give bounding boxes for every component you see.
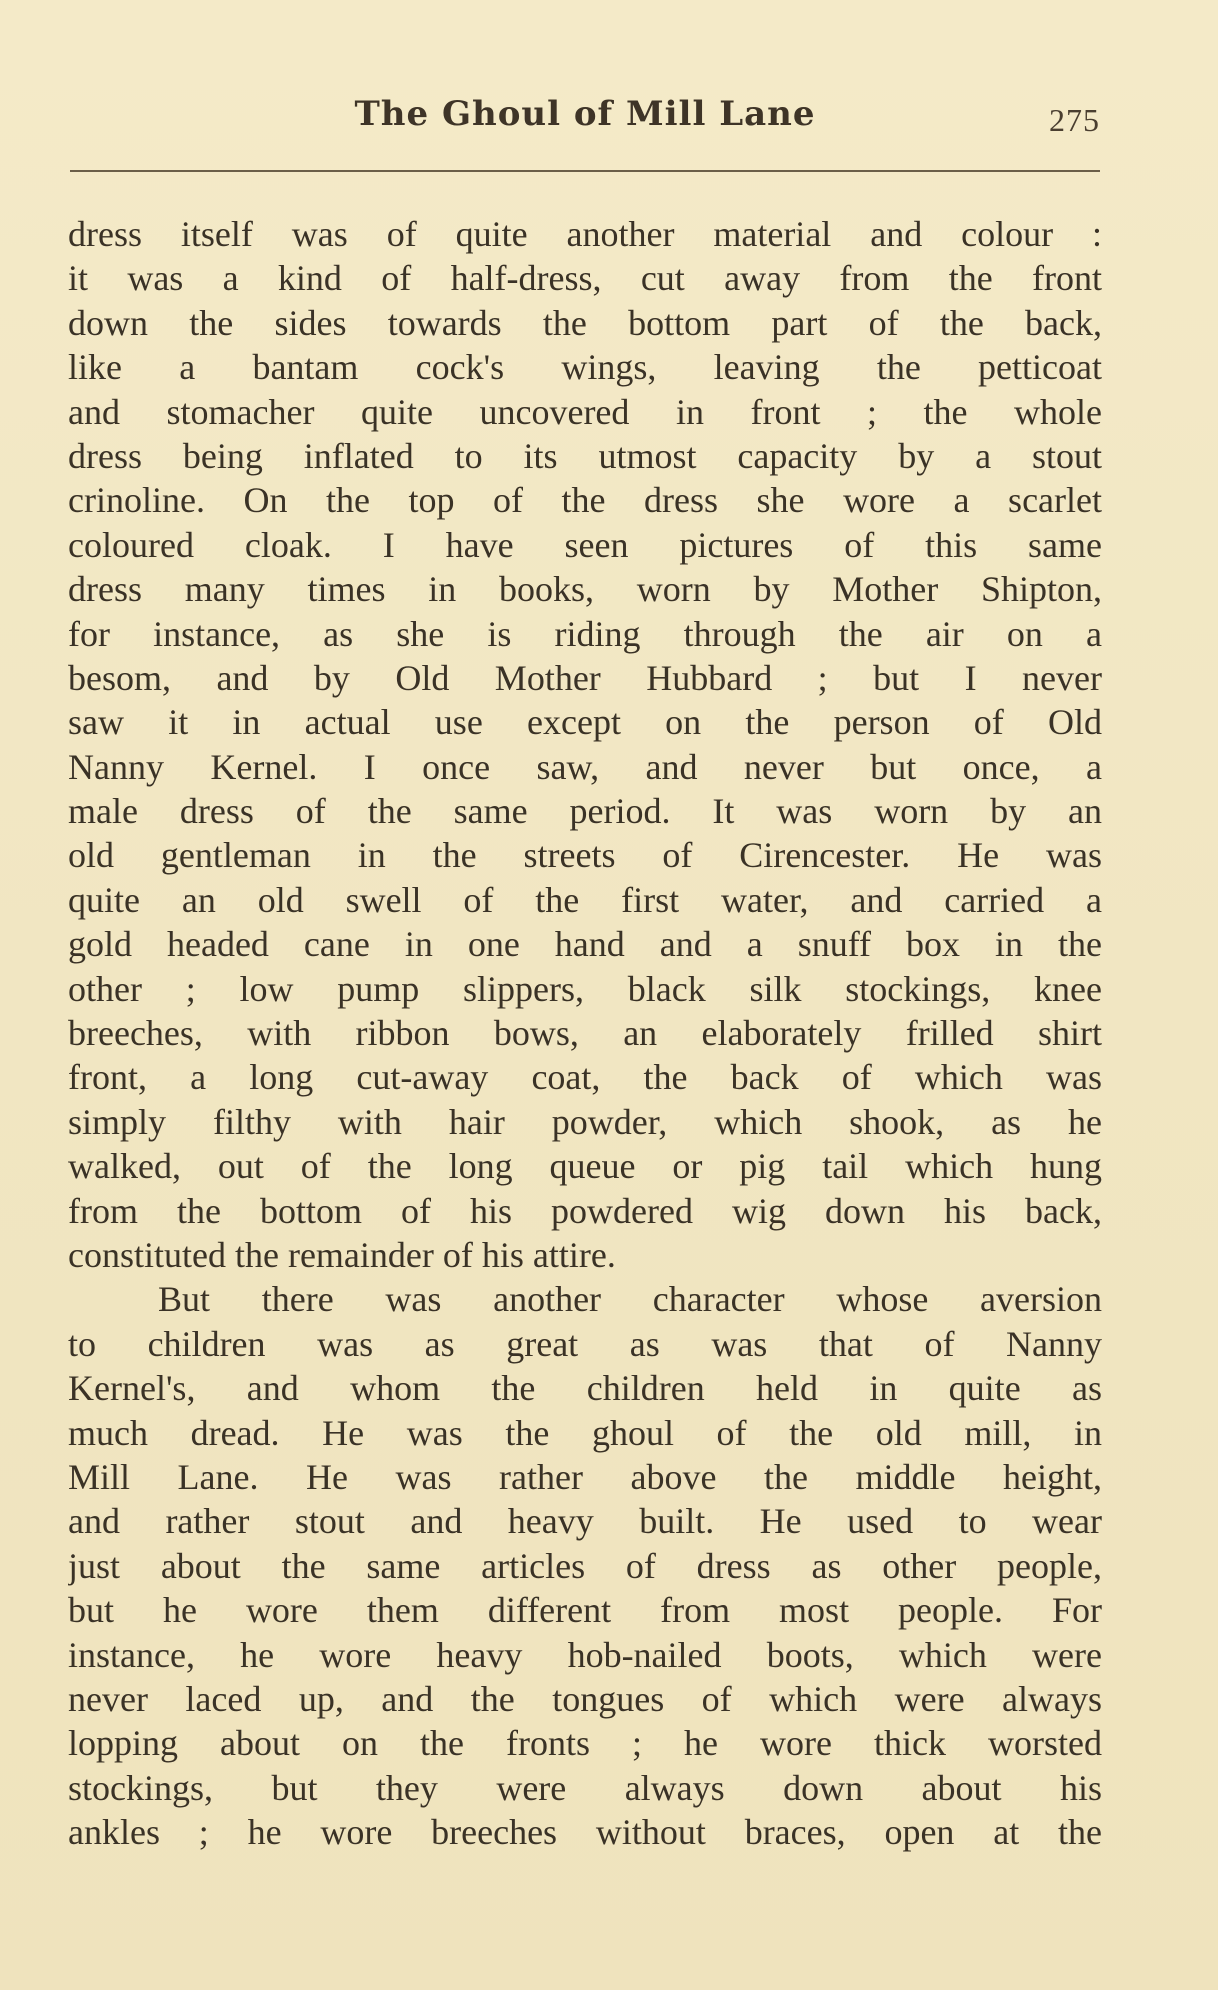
text-line: besom, and by Old Mother Hubbard ; but I never — [68, 657, 1102, 698]
text-line: crinoline. On the top of the dress she wore a scarlet — [68, 480, 1102, 521]
text-line: down the sides towards the bottom part of the back, — [68, 302, 1102, 343]
text-line: saw it in actual use except on the person of Old — [68, 702, 1102, 743]
text-line: much dread. He was the ghoul of the old mill, in — [68, 1412, 1102, 1453]
running-title: The Ghoul of Mill Lane — [354, 94, 816, 134]
text-line: dress itself was of quite another material and colour : — [68, 214, 1102, 254]
page-number: 275 — [1049, 102, 1100, 138]
text-line: never laced up, and the tongues of which were always — [68, 1678, 1102, 1719]
text-line: other ; low pump slippers, black silk stockings, knee — [68, 968, 1102, 1009]
text-line: breeches, with ribbon bows, an elaborately frilled shirt — [68, 1013, 1102, 1054]
text-line: but he wore them different from most people. For — [68, 1590, 1102, 1631]
text-line: front, a long cut-away coat, the back of which was — [68, 1057, 1102, 1098]
text-line: walked, out of the long queue or pig tail which hung — [68, 1146, 1102, 1187]
text-line: quite an old swell of the first water, and carried a — [68, 879, 1102, 920]
text-line: it was a kind of half-dress, cut away from the front — [68, 258, 1102, 299]
text-line: stockings, but they were always down about his — [68, 1767, 1102, 1808]
text-line: dress many times in books, worn by Mother Shipton, — [68, 569, 1102, 610]
text-line: Kernel's, and whom the children held in quite as — [68, 1368, 1102, 1409]
text-line: Mill Lane. He was rather above the middle height, — [68, 1456, 1102, 1497]
paragraph-start-line: But there was another character whose aversion — [158, 1279, 1102, 1320]
page-header — [70, 94, 1100, 144]
text-line: dress being inflated to its utmost capacity by a stout — [68, 435, 1102, 476]
body-text — [68, 212, 1102, 1854]
text-line: like a bantam cock's wings, leaving the petticoat — [68, 347, 1102, 388]
text-line: Nanny Kernel. I once saw, and never but once, a — [68, 746, 1102, 787]
text-line: and rather stout and heavy built. He used to wear — [68, 1501, 1102, 1542]
text-line: male dress of the same period. It was worn by an — [68, 791, 1102, 832]
text-line: gold headed cane in one hand and a snuff box in the — [68, 924, 1102, 965]
text-line: just about the same articles of dress as other people, — [68, 1545, 1102, 1586]
text-line: ankles ; he wore breeches without braces, open at the — [68, 1812, 1102, 1853]
text-line: and stomacher quite uncovered in front ; the whole — [68, 391, 1102, 432]
text-line: for instance, as she is riding through the air on a — [68, 613, 1102, 654]
text-line: old gentleman in the streets of Cirencester. He was — [68, 835, 1102, 876]
text-line: instance, he wore heavy hob-nailed boots, which were — [68, 1634, 1102, 1675]
text-line: to children was as great as was that of Nanny — [68, 1323, 1102, 1364]
text-line: lopping about on the fronts ; he wore thick worsted — [68, 1723, 1102, 1764]
header-rule — [70, 170, 1100, 172]
text-line: coloured cloak. I have seen pictures of this same — [68, 524, 1102, 565]
text-line: from the bottom of his powdered wig down his back, — [68, 1190, 1102, 1231]
paragraph-end-line: constituted the remainder of his attire. — [68, 1234, 616, 1275]
text-line: simply filthy with hair powder, which shook, as he — [68, 1101, 1102, 1142]
